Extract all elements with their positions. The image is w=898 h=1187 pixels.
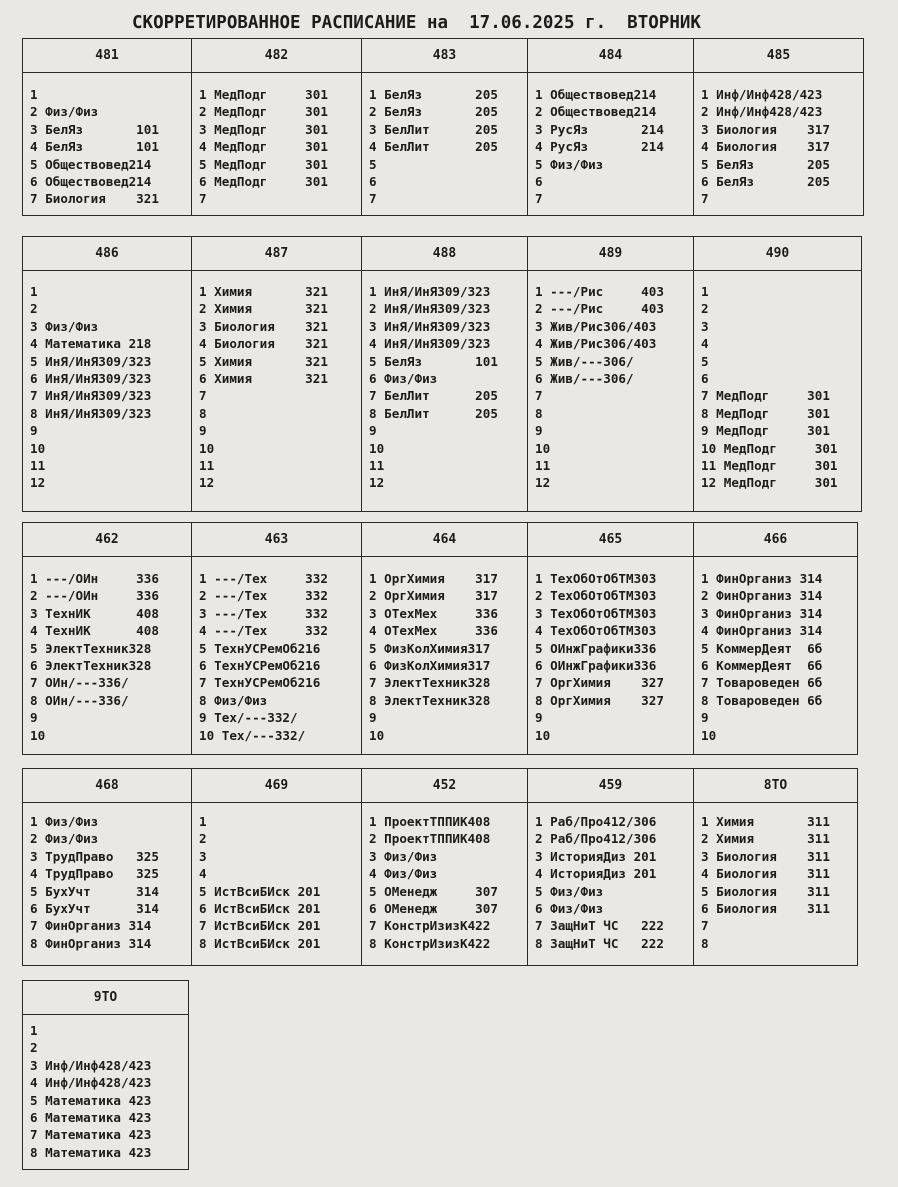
group-name: 469 [264,778,289,793]
group-name: 468 [95,778,119,793]
lesson-list [535,283,691,492]
lesson-row: 1 [701,284,709,299]
lesson-row: 10 [199,440,215,456]
group-column [191,523,361,754]
group-column [693,237,861,511]
lesson-row: 8 ФинОрганиз 314 [30,935,152,951]
lesson-row: 8 Математика 423 [30,1144,152,1160]
lesson-row: 2 Физ/Физ [30,104,99,120]
group-column [191,769,361,965]
lesson-row: 8 БелЛит 205 [369,405,498,421]
lesson-row: 8 Физ/Физ [199,692,268,708]
group-name: 482 [264,48,289,63]
group-column [23,237,191,511]
lesson-row: 7 [199,191,207,207]
lesson-list [535,570,691,744]
lesson-row: 11 [535,457,551,473]
lesson-row: 7 МедПодг 301 [701,388,830,404]
lesson-row: 5 МедПодг 301 [199,156,328,172]
group-name: 485 [766,48,791,63]
lesson-row: 10 [30,440,46,456]
group-column [361,769,527,965]
lesson-row: 1 Химия 321 [199,284,328,299]
group-name: 483 [432,48,457,63]
lesson-row: 3 Биология 321 [199,318,328,334]
lesson-row: 5 ИнЯ/ИнЯ309/323 [30,353,152,369]
lesson-list [701,283,859,492]
lesson-row: 2 ТехОбОтОбТМ303 [535,588,657,604]
group-header [23,39,191,73]
group-name: 465 [598,532,623,547]
lesson-row: 7 ОргХимия 327 [535,675,664,691]
lesson-row: 7 [199,388,207,404]
lesson-row: 3 [701,318,709,334]
lesson-list [535,813,691,952]
lesson-row: 4 РусЯз 214 [535,139,664,155]
lesson-row: 8 ОИн/---336/ [30,692,129,708]
lesson-row: 5 Обществовед214 [30,156,152,172]
lesson-row: 5 Биология 311 [701,883,830,899]
group-header [23,237,191,271]
schedule-block [22,38,864,216]
group-header [528,237,693,271]
lesson-row: 9 [535,423,543,439]
lesson-row: 7 ИнЯ/ИнЯ309/323 [30,388,152,404]
lesson-row: 3 ОТехМех 336 [369,605,498,621]
group-column [693,769,857,965]
lesson-row: 9 [701,710,709,726]
lesson-row: 10 [369,727,385,743]
lesson-row: 6 Биология 311 [701,900,830,916]
lesson-row: 2 ФинОрганиз 314 [701,588,823,604]
group-name: 488 [432,246,457,261]
lesson-row: 5 [701,353,709,369]
schedule-block [22,980,189,1170]
lesson-row: 2 БелЯз 205 [369,104,498,120]
lesson-row: 6 ОМенедж 307 [369,900,498,916]
lesson-row: 8 МедПодг 301 [701,405,830,421]
group-column [693,523,857,754]
lesson-row: 5 ЭлектТехник328 [30,640,152,656]
lesson-row: 1 ИнЯ/ИнЯ309/323 [369,284,491,299]
group-header [694,39,863,73]
group-header [192,523,361,557]
lesson-row: 8 КонстрИзизК422 [369,935,491,951]
lesson-row: 5 ТехнУСРемОб216 [199,640,321,656]
group-column [191,237,361,511]
lesson-row: 3 БелЯз 101 [30,121,159,137]
lesson-row: 3 [199,848,207,864]
lesson-row: 3 МедПодг 301 [199,121,328,137]
lesson-row: 7 [369,191,377,207]
lesson-row: 10 Тех/---332/ [199,727,306,743]
lesson-row: 3 ФинОрганиз 314 [701,605,823,621]
lesson-row: 9 [535,710,543,726]
group-column [23,769,191,965]
lesson-row: 6 Обществовед214 [30,173,152,189]
lesson-row: 9 Тех/---332/ [199,710,298,726]
lesson-row: 2 Обществовед214 [535,104,657,120]
lesson-row: 3 ИсторияДиз 201 [535,848,657,864]
group-header [694,237,861,271]
lesson-row: 1 ---/Рис 403 [535,284,664,299]
group-header [23,523,191,557]
group-header [694,769,857,803]
lesson-list [199,570,359,744]
lesson-row: 11 [369,457,385,473]
lesson-row: 9 [369,710,377,726]
group-header [528,39,693,73]
lesson-row: 6 Математика 423 [30,1109,152,1125]
lesson-row: 4 МедПодг 301 [199,139,328,155]
lesson-row: 6 Жив/---306/ [535,370,634,386]
lesson-row: 1 ТехОбОтОбТМ303 [535,571,657,586]
lesson-row: 1 Физ/Физ [30,814,99,829]
lesson-list [369,813,525,952]
lesson-list [701,813,855,952]
lesson-row: 2 Химия 321 [199,301,328,317]
group-header [528,523,693,557]
lesson-row: 7 [701,191,709,207]
page-title: СКОРРЕТИРОВАННОЕ РАСПИСАНИЕ на 17.06.2025 г. ВТОРНИК [132,13,701,33]
schedule-block [22,768,858,966]
lesson-list [535,86,691,208]
group-header [192,237,361,271]
group-name: 9ТО [93,990,118,1005]
group-column [527,237,693,511]
lesson-row: 12 [199,475,215,491]
lesson-row: 4 ТрудПраво 325 [30,866,159,882]
lesson-row: 7 ТехнУСРемОб216 [199,675,321,691]
lesson-row: 4 БелЛит 205 [369,139,498,155]
lesson-row: 6 Химия 321 [199,370,328,386]
lesson-row: 1 ---/Тех 332 [199,571,328,586]
lesson-row: 1 ОргХимия 317 [369,571,498,586]
group-column [693,39,863,215]
lesson-row: 6 МедПодг 301 [199,173,328,189]
lesson-row: 2 ИнЯ/ИнЯ309/323 [369,301,491,317]
lesson-row: 5 БухУчт 314 [30,883,159,899]
lesson-row: 7 БелЛит 205 [369,388,498,404]
lesson-row: 7 Товароведен 6б [701,675,823,691]
lesson-row: 3 РусЯз 214 [535,121,664,137]
lesson-row: 1 [199,814,207,829]
lesson-list [369,570,525,744]
lesson-list [30,86,189,208]
group-name: 459 [598,778,623,793]
lesson-row: 7 ЭлектТехник328 [369,675,491,691]
group-column [527,39,693,215]
group-column [23,39,191,215]
lesson-row: 8 ЭлектТехник328 [369,692,491,708]
lesson-row: 2 [30,1040,38,1056]
lesson-row: 2 Раб/Про412/306 [535,831,657,847]
lesson-row: 12 МедПодг 301 [701,475,838,491]
lesson-row: 11 МедПодг 301 [701,457,838,473]
lesson-row: 7 Математика 423 [30,1127,152,1143]
lesson-row: 9 [30,423,38,439]
lesson-row: 3 Физ/Физ [30,318,99,334]
lesson-row: 9 [30,710,38,726]
group-column [361,39,527,215]
lesson-row: 4 ФинОрганиз 314 [701,623,823,639]
lesson-row: 2 Физ/Физ [30,831,99,847]
lesson-row: 10 [369,440,385,456]
group-name: 8ТО [763,778,788,793]
lesson-row: 5 КоммерДеят 6б [701,640,823,656]
schedule-block [22,522,858,755]
lesson-list [30,570,189,744]
lesson-row: 7 [535,191,543,207]
group-header [362,39,527,73]
group-header [528,769,693,803]
lesson-row: 3 Жив/Рис306/403 [535,318,657,334]
lesson-row: 1 МедПодг 301 [199,87,328,102]
lesson-row: 2 Инф/Инф428/423 [701,104,823,120]
lesson-row: 2 ---/Рис 403 [535,301,664,317]
lesson-row: 3 Физ/Физ [369,848,438,864]
lesson-row: 8 ИстВсиБИск 201 [199,935,321,951]
lesson-row: 8 [535,405,543,421]
lesson-list [369,86,525,208]
lesson-row: 5 ФизКолХимия317 [369,640,491,656]
lesson-list [199,813,359,952]
lesson-row: 5 ИстВсиБИск 201 [199,883,321,899]
lesson-row: 10 [701,727,717,743]
lesson-row: 3 ТехОбОтОбТМ303 [535,605,657,621]
lesson-row: 1 [30,1023,38,1038]
lesson-row: 9 [199,423,207,439]
group-column [527,769,693,965]
lesson-list [369,283,525,492]
lesson-row: 2 ОргХимия 317 [369,588,498,604]
group-header [694,523,857,557]
lesson-row: 4 Жив/Рис306/403 [535,336,657,352]
lesson-row: 1 [30,87,38,102]
lesson-list [199,86,359,208]
lesson-row: 6 ОИнжГрафики336 [535,657,657,673]
lesson-row: 4 Биология 311 [701,866,830,882]
lesson-list [30,283,189,492]
lesson-row: 6 ЭлектТехник328 [30,657,152,673]
lesson-row: 6 Физ/Физ [535,900,604,916]
group-column [191,39,361,215]
lesson-row: 8 ЗащНиТ ЧС 222 [535,935,664,951]
group-header [362,769,527,803]
lesson-row: 1 БелЯз 205 [369,87,498,102]
lesson-row: 3 Инф/Инф428/423 [30,1057,152,1073]
lesson-row: 4 ---/Тех 332 [199,623,328,639]
lesson-row: 8 ОргХимия 327 [535,692,664,708]
lesson-row: 1 Инф/Инф428/423 [701,87,823,102]
lesson-row: 2 [30,301,38,317]
lesson-row: 1 [30,284,38,299]
lesson-row: 7 КонстрИзизК422 [369,918,491,934]
lesson-row: 8 [701,935,709,951]
lesson-row: 1 Химия 311 [701,814,830,829]
lesson-row: 9 [369,423,377,439]
lesson-row: 1 Обществовед214 [535,87,657,102]
group-column [23,981,188,1169]
lesson-row: 4 ИнЯ/ИнЯ309/323 [369,336,491,352]
lesson-row: 2 МедПодг 301 [199,104,328,120]
lesson-row: 8 [199,405,207,421]
group-header [192,39,361,73]
lesson-row: 7 ФинОрганиз 314 [30,918,152,934]
lesson-row: 7 ЗащНиТ ЧС 222 [535,918,664,934]
lesson-row: 6 [701,370,709,386]
group-header [362,523,527,557]
lesson-row: 11 [30,457,46,473]
lesson-row: 5 Химия 321 [199,353,328,369]
group-name: 463 [264,532,289,547]
lesson-row: 10 МедПодг 301 [701,440,838,456]
lesson-row: 7 [535,388,543,404]
group-header [23,981,188,1015]
lesson-row: 1 ---/ОИн 336 [30,571,159,586]
lesson-row: 6 [369,173,377,189]
lesson-row: 4 Математика 218 [30,336,152,352]
lesson-row: 6 ТехнУСРемОб216 [199,657,321,673]
lesson-row: 3 ---/Тех 332 [199,605,328,621]
lesson-list [199,283,359,492]
lesson-row: 6 ИстВсиБИск 201 [199,900,321,916]
lesson-row: 5 Математика 423 [30,1092,152,1108]
group-header [362,237,527,271]
group-column [361,523,527,754]
lesson-row: 11 [199,457,215,473]
lesson-row: 8 ИнЯ/ИнЯ309/323 [30,405,152,421]
lesson-row: 7 ОИн/---336/ [30,675,129,691]
lesson-row: 4 ТехОбОтОбТМ303 [535,623,657,639]
group-name: 481 [95,48,119,63]
lesson-row: 4 [199,866,207,882]
lesson-row: 12 [369,475,385,491]
lesson-row: 7 [701,918,709,934]
group-header [192,769,361,803]
lesson-list [30,813,189,952]
lesson-row: 2 Химия 311 [701,831,830,847]
lesson-row: 12 [30,475,46,491]
lesson-row: 4 Физ/Физ [369,866,438,882]
lesson-row: 6 [535,173,543,189]
lesson-row: 5 Физ/Физ [535,883,604,899]
group-name: 462 [95,532,119,547]
group-name: 484 [598,48,623,63]
lesson-row: 10 [535,727,551,743]
lesson-list [701,570,855,744]
lesson-row: 8 Товароведен 6б [701,692,823,708]
lesson-row: 3 Биология 317 [701,121,830,137]
group-column [527,523,693,754]
lesson-row: 5 БелЯз 101 [369,353,498,369]
lesson-row: 6 Физ/Физ [369,370,438,386]
lesson-row: 6 ИнЯ/ИнЯ309/323 [30,370,152,386]
lesson-row: 3 ТехнИК 408 [30,605,159,621]
lesson-row: 1 ПроектТППИК408 [369,814,491,829]
lesson-row: 3 БелЛит 205 [369,121,498,137]
group-name: 464 [432,532,457,547]
lesson-row: 2 ---/Тех 332 [199,588,328,604]
group-column [361,237,527,511]
lesson-row: 12 [535,475,551,491]
lesson-row: 4 Инф/Инф428/423 [30,1075,152,1091]
lesson-row: 3 ИнЯ/ИнЯ309/323 [369,318,491,334]
lesson-row: 2 [199,831,207,847]
lesson-row: 2 ПроектТППИК408 [369,831,491,847]
lesson-row: 6 ФизКолХимия317 [369,657,491,673]
lesson-row: 5 БелЯз 205 [701,156,830,172]
lesson-row: 10 [535,440,551,456]
group-name: 489 [598,246,623,261]
lesson-row: 5 Жив/---306/ [535,353,634,369]
group-name: 466 [763,532,788,547]
lesson-row: 7 ИстВсиБИск 201 [199,918,321,934]
lesson-row: 5 ОИнжГрафики336 [535,640,657,656]
group-header [23,769,191,803]
lesson-list [701,86,861,208]
lesson-row: 3 Биология 311 [701,848,830,864]
lesson-row: 7 Биология 321 [30,191,159,207]
lesson-row: 6 КоммерДеят 6б [701,657,823,673]
lesson-row: 2 [701,301,709,317]
lesson-row: 4 Биология 321 [199,336,328,352]
lesson-row: 5 [369,156,377,172]
lesson-row: 10 [30,727,46,743]
lesson-row: 2 ---/ОИн 336 [30,588,159,604]
lesson-row: 3 ТрудПраво 325 [30,848,159,864]
lesson-row: 4 БелЯз 101 [30,139,159,155]
lesson-row: 9 МедПодг 301 [701,423,830,439]
lesson-row: 5 Физ/Физ [535,156,604,172]
lesson-row: 4 [701,336,709,352]
lesson-list [30,1022,186,1161]
group-column [23,523,191,754]
lesson-row: 6 БухУчт 314 [30,900,159,916]
lesson-row: 4 ИсторияДиз 201 [535,866,657,882]
group-name: 486 [95,246,119,261]
lesson-row: 6 БелЯз 205 [701,173,830,189]
group-name: 452 [432,778,457,793]
lesson-row: 1 ФинОрганиз 314 [701,571,823,586]
schedule-block [22,236,862,512]
lesson-row: 1 Раб/Про412/306 [535,814,657,829]
group-name: 487 [264,246,289,261]
lesson-row: 5 ОМенедж 307 [369,883,498,899]
lesson-row: 4 Биология 317 [701,139,830,155]
lesson-row: 4 ТехнИК 408 [30,623,159,639]
lesson-row: 4 ОТехМех 336 [369,623,498,639]
group-name: 490 [765,246,790,261]
